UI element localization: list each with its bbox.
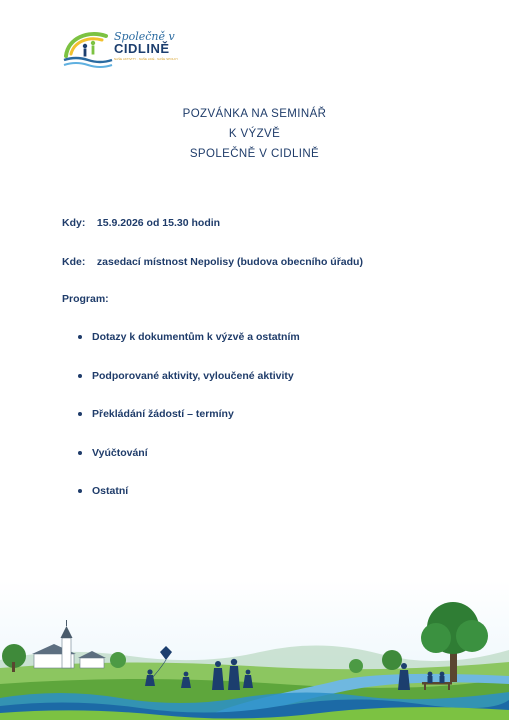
when-row — [62, 217, 220, 229]
list-item — [78, 331, 300, 370]
when-label: Kdy: — [62, 217, 86, 229]
bullet-icon — [78, 335, 82, 339]
list-item — [78, 485, 300, 524]
bullet-icon — [78, 451, 82, 455]
list-item — [78, 408, 300, 447]
title-line-2: K VÝZVĚ — [228, 128, 281, 140]
program-item-text: Vyúčtování — [92, 446, 148, 459]
logo-emblem-icon — [62, 26, 114, 72]
invitation-title — [0, 104, 509, 164]
landscape-illustration — [0, 580, 509, 720]
program-list — [78, 331, 300, 524]
program-item-text: Ostatní — [92, 485, 129, 497]
program-item-text: Překládání žádostí – termíny — [92, 408, 234, 420]
title-line-3: SPOLEČNĚ V CIDLINĚ — [189, 148, 320, 160]
logo-tagline: NAŠE AKTIVITY · NAŠE LIDÉ · NAŠE SPOLKY — [114, 57, 179, 61]
where-value: zasedací místnost Nepolisy (budova obecního úřadu) — [96, 256, 363, 268]
title-line-1: POZVÁNKA NA SEMINÁŘ — [182, 108, 327, 120]
logo-script-text: Společně v — [114, 30, 175, 43]
program-item-text: Dotazy k dokumentům k výzvě a ostatním — [92, 331, 300, 343]
bullet-icon — [78, 374, 82, 378]
list-item — [78, 370, 300, 409]
list-item — [78, 447, 300, 486]
where-label: Kde: — [62, 256, 86, 268]
program-item-text: Podporované aktivity, vyloučené aktivity — [92, 369, 294, 382]
logo — [62, 26, 184, 72]
logo-main-text: CIDLINĚ — [114, 41, 170, 56]
where-row — [62, 256, 363, 268]
bullet-icon — [78, 412, 82, 416]
when-value: 15.9.2026 od 15.30 hodin — [96, 217, 221, 229]
program-label: Program: — [62, 293, 109, 305]
bullet-icon — [78, 489, 82, 493]
